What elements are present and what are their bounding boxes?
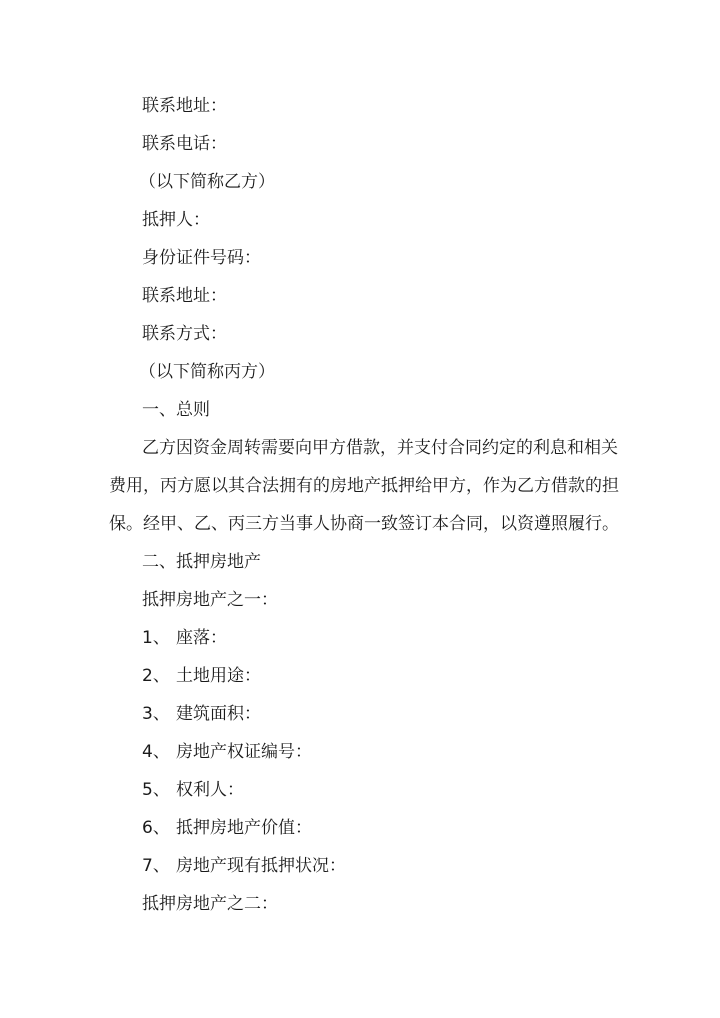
party-b-note: （以下简称乙方） xyxy=(139,172,275,192)
section-heading-general: 一、总则 xyxy=(142,400,210,420)
item-text: 房地产现有抵押状况： xyxy=(176,856,346,876)
list-item xyxy=(142,740,312,764)
item-text: 建筑面积： xyxy=(176,704,261,724)
list-item xyxy=(142,854,346,878)
list-item xyxy=(142,778,244,802)
property-one-heading: 抵押房地产之一： xyxy=(142,590,278,610)
property-two-heading: 抵押房地产之二： xyxy=(142,894,278,914)
item-number: 3、 xyxy=(142,704,170,724)
item-text: 座落： xyxy=(176,628,227,648)
section-heading-property: 二、抵押房地产 xyxy=(142,552,261,572)
paragraph-line: 费用，丙方愿以其合法拥有的房地产抵押给甲方，作为乙方借款的担 xyxy=(109,476,619,496)
item-text: 房地产权证编号： xyxy=(176,742,312,762)
item-text: 抵押房地产价值： xyxy=(176,818,312,838)
contact-phone-label: 联系电话： xyxy=(142,134,227,154)
list-item xyxy=(142,664,261,688)
item-number: 6、 xyxy=(142,818,170,838)
item-number: 2、 xyxy=(142,666,170,686)
item-number: 5、 xyxy=(142,780,170,800)
party-c-note: （以下简称丙方） xyxy=(139,362,275,382)
contact-method-label: 联系方式： xyxy=(142,324,227,344)
mortgagor-label: 抵押人： xyxy=(142,210,210,230)
paragraph-line: 保。经甲、乙、丙三方当事人协商一致签订本合同，以资遵照履行。 xyxy=(109,514,619,534)
item-number: 1、 xyxy=(142,628,170,648)
id-number-label: 身份证件号码： xyxy=(142,248,261,268)
list-item xyxy=(142,702,261,726)
contact-address-label-2: 联系地址： xyxy=(142,286,227,306)
paragraph-line: 乙方因资金周转需要向甲方借款，并支付合同约定的利息和相关 xyxy=(142,438,618,458)
list-item xyxy=(142,816,312,840)
item-text: 权利人： xyxy=(176,780,244,800)
item-number: 7、 xyxy=(142,856,170,876)
item-number: 4、 xyxy=(142,742,170,762)
list-item xyxy=(142,626,227,650)
item-text: 土地用途： xyxy=(176,666,261,686)
contact-address-label: 联系地址： xyxy=(142,96,227,116)
